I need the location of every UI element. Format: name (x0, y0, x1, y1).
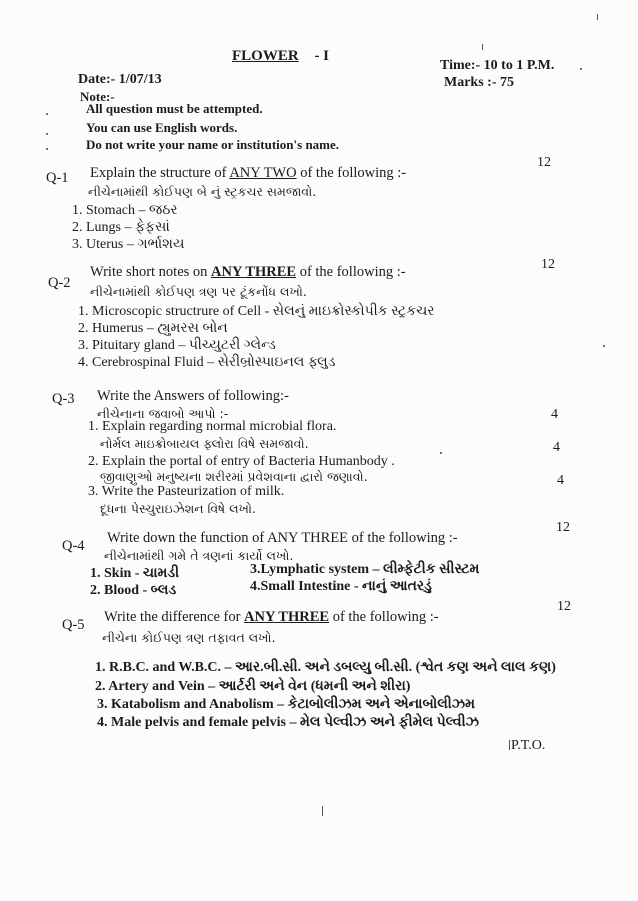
title-subject: FLOWER (232, 48, 299, 64)
q5-marks: 12 (557, 599, 571, 614)
q2-number: Q-2 (48, 275, 71, 291)
exam-time: Time:- 10 to 1 P.M. (440, 58, 555, 73)
note-item-1: All question must be attempted. (86, 101, 263, 116)
scan-speck (597, 14, 598, 20)
q5-text-post: of the following :- (329, 609, 439, 625)
scan-dot (46, 148, 48, 150)
q5-gujarati: નીચેના કોઈપણ ત્રણ તફાવત લખો. (102, 630, 276, 645)
q5-item-4: 4. Male pelvis and female pelvis – મેલ પેલ્વીઝ અને ફીમેલ પેલ્વીઝ (97, 715, 480, 730)
title-part: - I (314, 48, 330, 64)
q5-item-3: 3. Katabolism and Anabolism – કેટાબોલીઝમ અને એનાબોલીઝમ (97, 697, 476, 712)
q4-question: Write down the function of ANY THREE of the following :- (107, 530, 458, 546)
q3-item-1-marks: 4 (551, 407, 558, 422)
q1-item-3: 3. Uterus – ગર્ભાશય (72, 237, 185, 252)
scan-speck (482, 44, 483, 50)
q1-number: Q-1 (46, 170, 69, 186)
q3-number: Q-3 (52, 391, 75, 407)
q4-item-1: 1. Skin - ચામડી (90, 566, 180, 581)
q5-text-pre: Write the difference for (104, 609, 245, 625)
scan-dot (46, 113, 48, 115)
q3-item-1-gujarati: નોર્મલ માઇક્રોબાયલ ફ્લોરા વિષે સમજાવો. (100, 436, 309, 451)
q2-text-pre: Write short notes on (90, 264, 212, 280)
q5-item-2: 2. Artery and Vein – આર્ટરી અને વેન (ધમની અને શીરા) (95, 679, 411, 694)
q1-item-2: 2. Lungs – ફેફસાં (72, 220, 170, 235)
q3-item-1: 1. Explain regarding normal microbial flora. (88, 419, 337, 434)
scan-dot (46, 133, 48, 135)
q4-marks: 12 (556, 520, 570, 535)
exam-marks: Marks :- 75 (444, 75, 514, 90)
scan-dot (580, 68, 582, 70)
scan-dot (440, 452, 442, 454)
q2-item-1: 1. Microscopic structrure of Cell - સેલનું માઇક્રોસ્કોપીક સ્ટ્રકચર (78, 304, 435, 319)
q5-emph: ANY THREE (244, 609, 330, 625)
q5-number: Q-5 (62, 617, 85, 633)
q2-marks: 12 (541, 257, 555, 272)
q1-marks: 12 (537, 155, 551, 170)
scan-speck (509, 740, 510, 750)
scan-speck (322, 806, 323, 816)
q5-item-1: 1. R.B.C. and W.B.C. – આર.બી.સી. અને ડબલ્યુ બી.સી. (શ્વેત કણ અને લાલ કણ) (95, 660, 556, 675)
q1-text-pre: Explain the structure of (90, 165, 230, 181)
q2-text-post: of the following :- (296, 264, 406, 280)
q5-question (104, 609, 439, 626)
q4-gujarati: નીચેનામાંથી ગમે તે ત્રણનાં કાર્યો લખો. (104, 548, 294, 563)
q4-item-3: 3.Lymphatic system – લીમ્ફેટીક સીસ્ટમ (250, 562, 480, 577)
q1-gujarati: નીચેનામાંથી કોઈપણ બે નું સ્ટ્રકચર સમજાવો. (88, 184, 317, 199)
q2-emph: ANY THREE (211, 264, 297, 280)
q2-question (90, 264, 406, 281)
q3-item-2-marks: 4 (553, 440, 560, 455)
q2-gujarati: નીચેનામાંથી કોઈપણ ત્રણ પર ટૂંકનોંધ લખો. (90, 284, 307, 299)
q1-text-post: of the following :- (296, 165, 407, 181)
exam-date: Date:- 1/07/13 (78, 72, 162, 87)
q3-item-3-gujarati: દૂધના પેસ્ચુરાઇઝેશન વિષે લખો. (100, 501, 256, 516)
q3-item-2-gujarati: જીવાણુઓ મનુષ્યના શરીરમાં પ્રવેશવાના દ્વારો જણાવો. (100, 469, 368, 484)
q1-emph: ANY TWO (229, 165, 297, 181)
q1-question (90, 165, 406, 182)
q4-item-4: 4.Small Intestine - નાનું આતરડું (250, 579, 432, 594)
note-heading: Note:- (80, 89, 115, 104)
q4-number: Q-4 (62, 538, 85, 554)
q2-item-2: 2. Humerus – હ્યુમરસ બોન (78, 321, 228, 336)
q3-question: Write the Answers of following:- (97, 388, 289, 404)
q3-item-3-marks: 4 (557, 473, 564, 488)
q2-item-4: 4. Cerebrospinal Fluid – સેરીબ્રોસ્પાઇનલ ફ્લુડ (78, 355, 336, 370)
scan-dot (603, 345, 605, 347)
q3-gujarati: નીચેનાના જવાબો આપો :- (97, 406, 229, 421)
q3-item-3: 3. Write the Pasteurization of milk. (88, 484, 285, 499)
q1-item-1: 1. Stomach – જઠર (72, 203, 178, 218)
note-item-3: Do not write your name or institution's name. (86, 137, 340, 152)
exam-title (232, 48, 329, 65)
q4-item-2: 2. Blood - બ્લડ (90, 583, 177, 598)
note-item-2: You can use English words. (86, 120, 238, 135)
pto-label: P.T.O. (511, 738, 546, 753)
q2-item-3: 3. Pituitary gland – પીચ્યુટરી ગ્લેન્ડ (78, 338, 276, 353)
q3-item-2: 2. Explain the portal of entry of Bacteria Humanbody . (88, 454, 395, 469)
